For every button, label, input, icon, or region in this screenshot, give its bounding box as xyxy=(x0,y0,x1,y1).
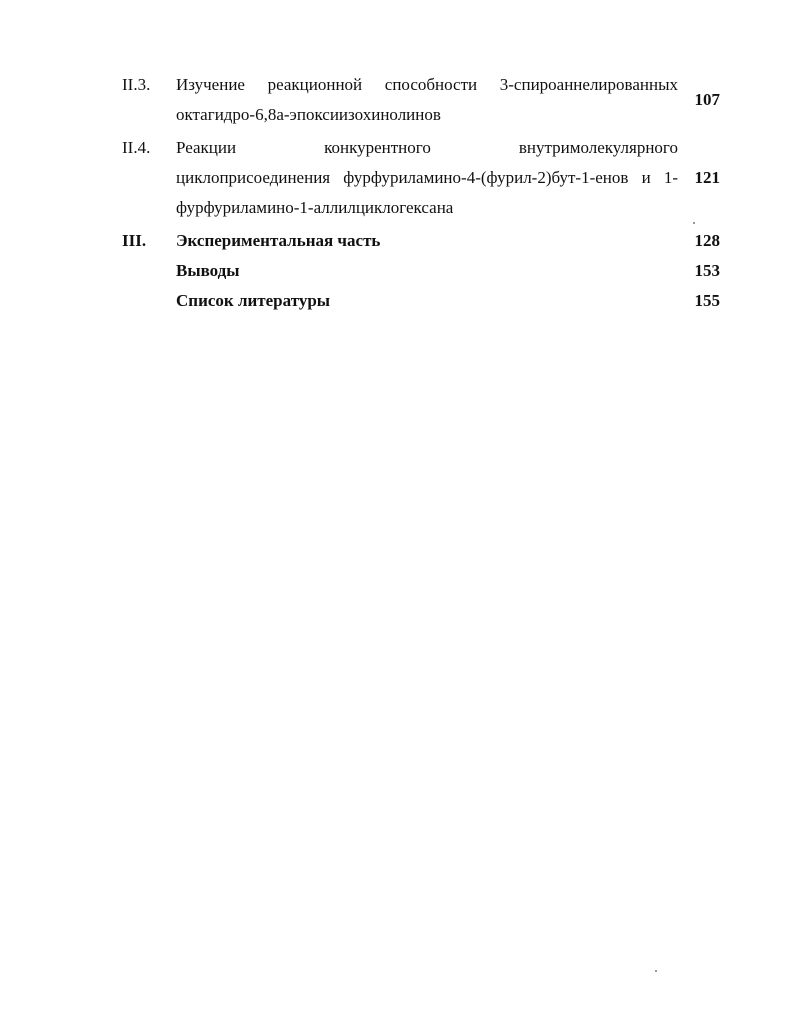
section-number: II.4. xyxy=(122,138,151,157)
page-number: 128 xyxy=(694,231,720,250)
section-title-line: Реакции конкурентного внутримолекулярного xyxy=(176,138,678,157)
section-title xyxy=(176,226,678,256)
section-title-line: Список литературы xyxy=(176,291,331,310)
scan-speck xyxy=(693,222,695,224)
section-title xyxy=(176,133,678,223)
section-number: II.3. xyxy=(122,75,151,94)
scan-speck xyxy=(655,970,657,972)
section-title xyxy=(176,286,678,316)
page-number: 121 xyxy=(694,168,720,187)
page-number: 107 xyxy=(694,90,720,109)
section-title-line: Выводы xyxy=(176,261,240,280)
toc-entry-II-3 xyxy=(122,70,726,130)
section-title xyxy=(176,256,678,286)
section-title-line: фурфуриламино-1-аллилциклогексана xyxy=(176,198,454,217)
section-title xyxy=(176,70,678,130)
table-of-contents xyxy=(122,70,726,316)
toc-entry-references xyxy=(122,286,726,316)
toc-entry-II-4 xyxy=(122,133,726,223)
section-title-line: октагидро-6,8а-эпоксиизохинолинов xyxy=(176,105,441,124)
page-number: 155 xyxy=(694,291,720,310)
section-title-line: Экспериментальная часть xyxy=(176,231,381,250)
section-number: III. xyxy=(122,231,147,250)
section-title-line: циклоприсоединения фурфуриламино-4-(фурил-2)бут-1-енов и 1- xyxy=(176,168,678,187)
section-title-line: Изучение реакционной способности 3-спироаннелированных xyxy=(176,75,678,94)
toc-entry-III xyxy=(122,226,726,256)
toc-entry-conclusions xyxy=(122,256,726,286)
page-number: 153 xyxy=(694,261,720,280)
